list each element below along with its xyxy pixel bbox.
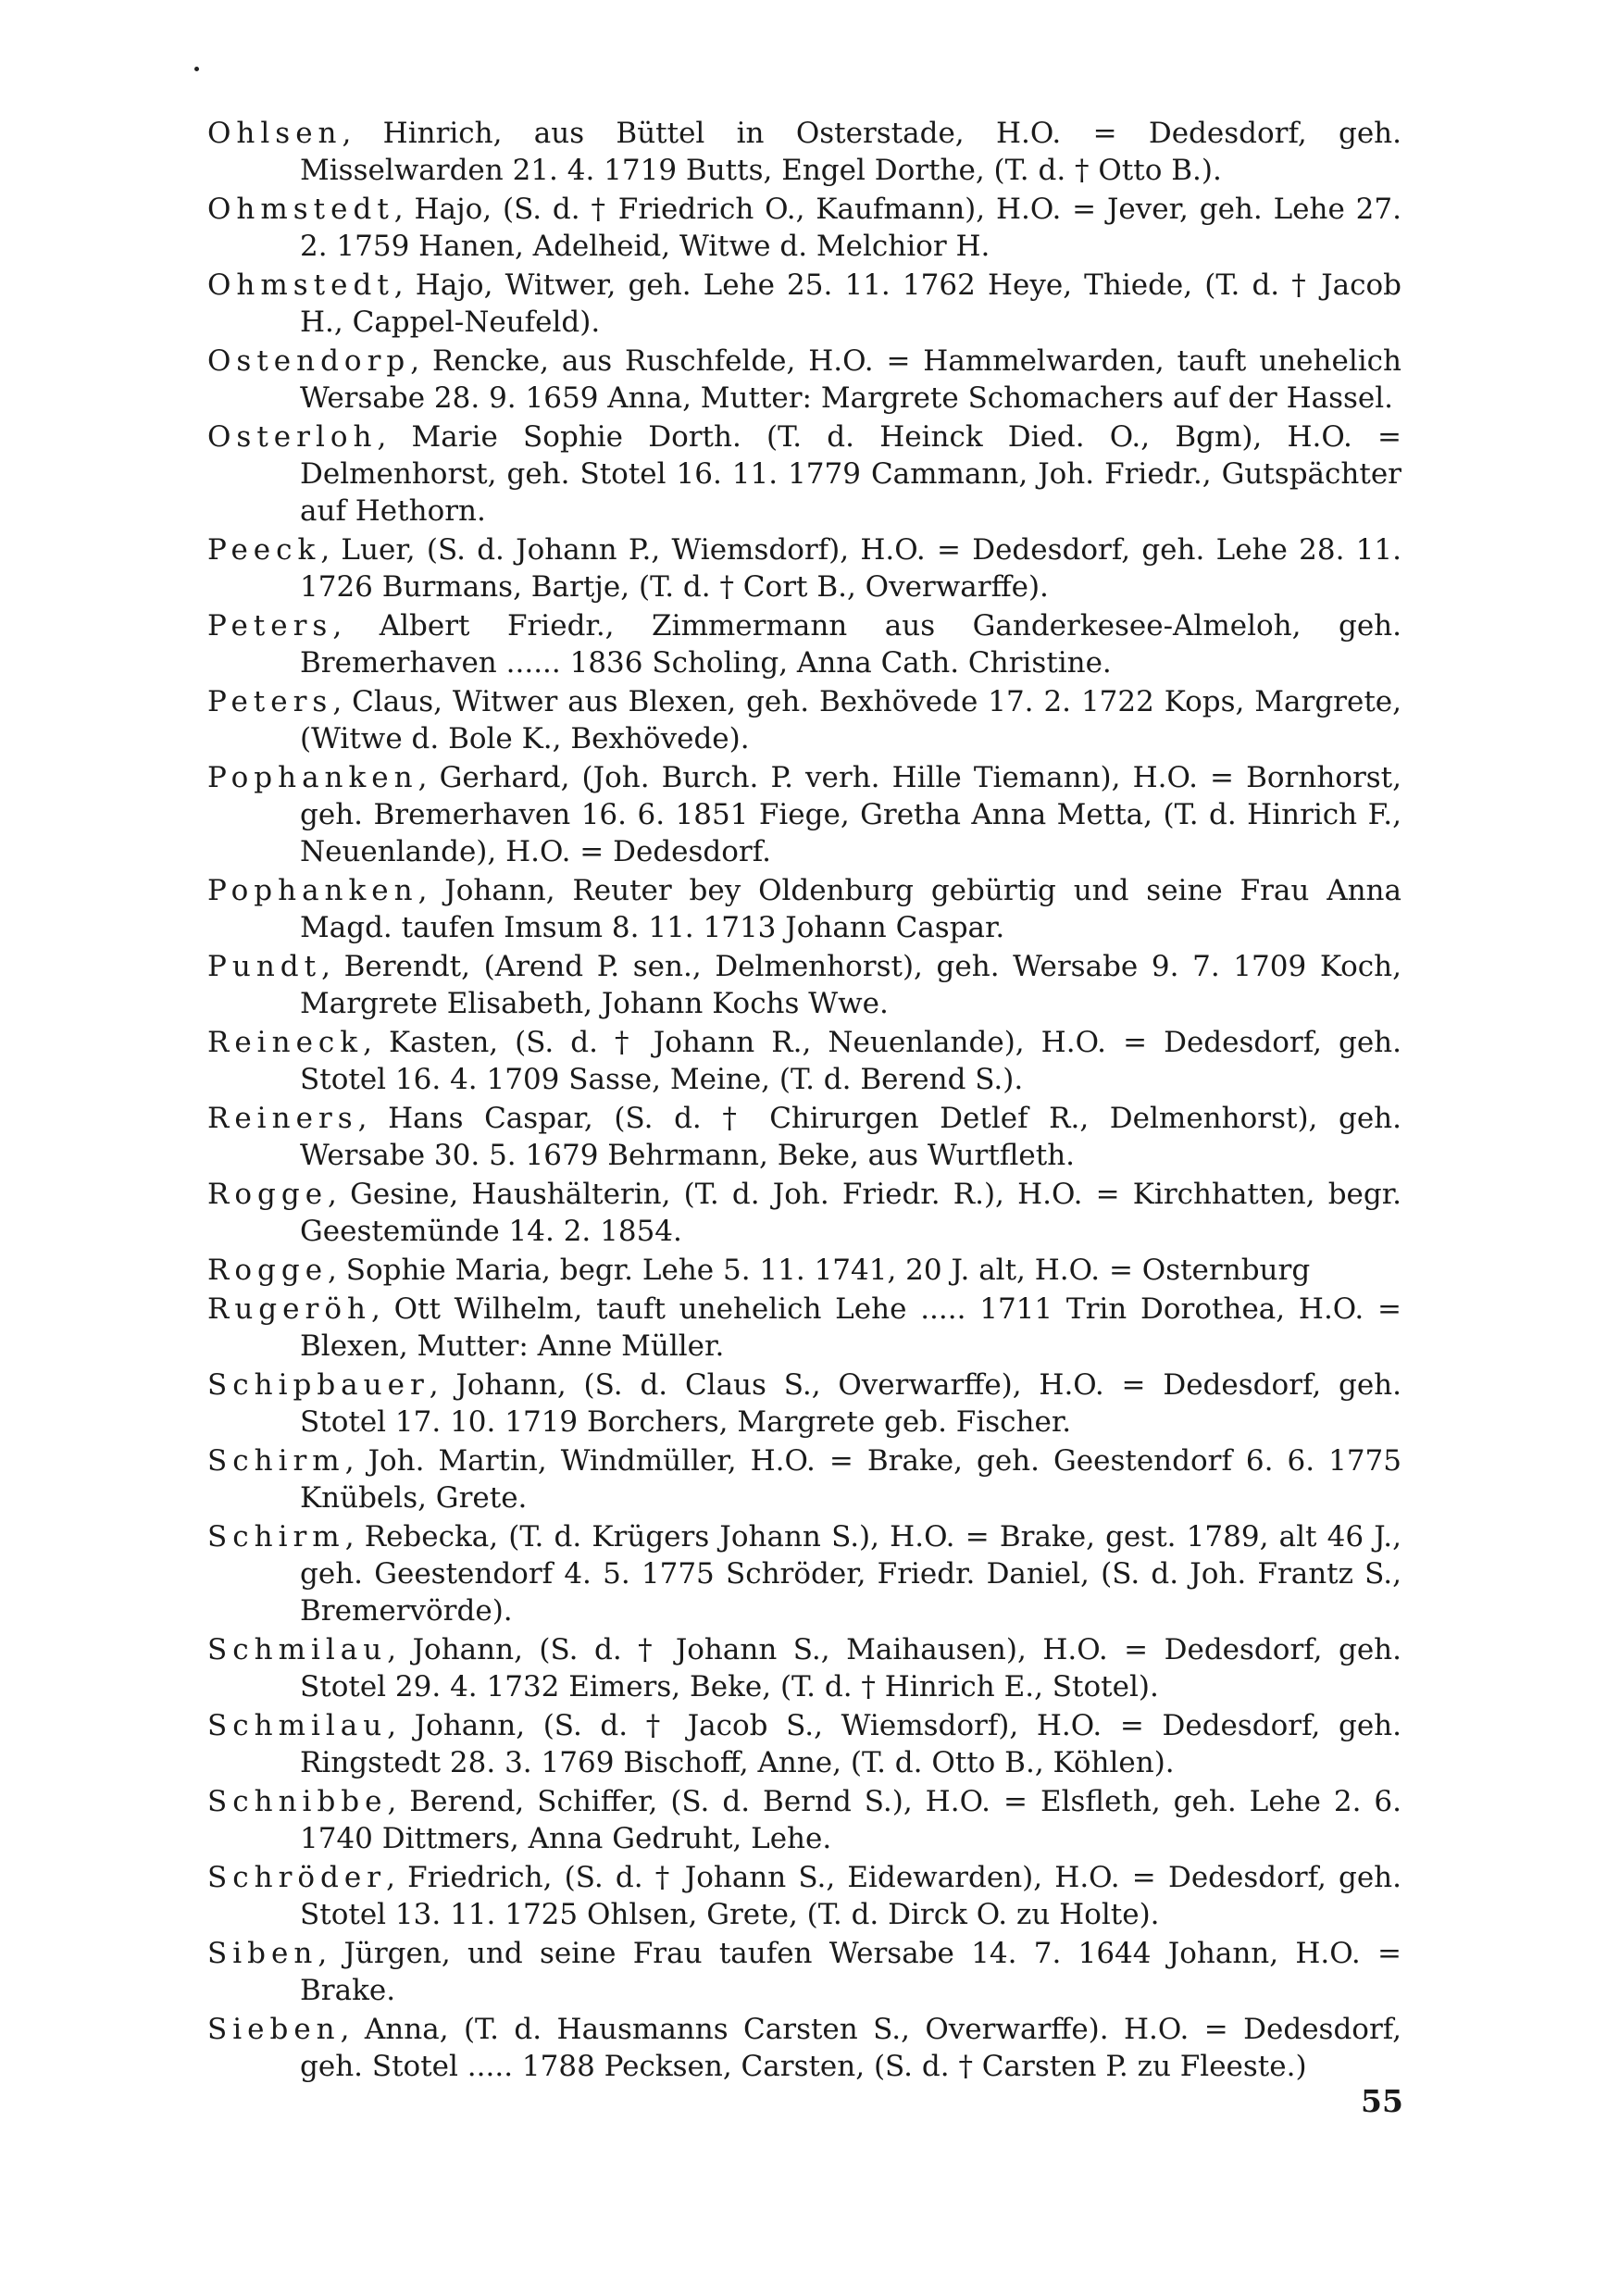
stray-mark <box>194 67 199 71</box>
entry-text: , Ott Wilhelm, tauft unehelich Lehe ..... 1711 Trin Dorothea, H.O. = Blexen, Mutter: Anne Müller. <box>300 1292 1401 1363</box>
register-entry <box>207 1783 1401 1857</box>
entry-surname: Ohmstedt <box>207 193 394 226</box>
entry-text: , Claus, Witwer aus Blexen, geh. Bexhövede 17. 2. 1722 Kops, Margrete, (Witwe d. Bole K., Bexhövede). <box>300 685 1401 755</box>
register-entry <box>207 607 1401 681</box>
register-entry <box>207 1176 1401 1250</box>
register-entry <box>207 759 1401 870</box>
entry-text: , Kasten, (S. d. † Johann R., Neuenlande), H.O. = Dedesdorf, geh. Stotel 16. 4. 1709 Sasse, Meine, (T. d. Berend S.). <box>300 1026 1401 1096</box>
entry-text: , Gesine, Haushälterin, (T. d. Joh. Friedr. R.), H.O. = Kirchhatten, begr. Geestemünde 14. 2. 1854. <box>300 1178 1401 1248</box>
entry-text: , Hajo, Witwer, geh. Lehe 25. 11. 1762 Heye, Thiede, (T. d. † Jacob H., Cappel-Neufeld). <box>300 268 1401 339</box>
entry-text: , Anna, (T. d. Hausmanns Carsten S., Overwarffe). H.O. = Dedesdorf, geh. Stotel ..... 1788 Pecksen, Carsten, (S. d. † Carsten P. zu Fleeste.) <box>300 2013 1401 2083</box>
register-entry <box>207 191 1401 265</box>
entry-text: , Hajo, (S. d. † Friedrich O., Kaufmann), H.O. = Jever, geh. Lehe 27. 2. 1759 Hanen, Adelheid, Witwe d. Melchior H. <box>300 193 1401 263</box>
register-entry <box>207 1100 1401 1174</box>
entry-surname: Ohlsen <box>207 117 343 150</box>
entry-surname: Sieben <box>207 2013 341 2046</box>
register-entry <box>207 1935 1401 2009</box>
entry-list <box>207 115 1401 2087</box>
entry-surname: Osterloh <box>207 420 378 454</box>
register-entry <box>207 343 1401 417</box>
register-entry <box>207 948 1401 1022</box>
entry-surname: Ohmstedt <box>207 268 394 302</box>
entry-text: , Hinrich, aus Büttel in Osterstade, H.O. = Dedesdorf, geh. Misselwarden 21. 4. 1719 Butts, Engel Dorthe, (T. d. † Otto B.). <box>300 117 1401 187</box>
register-entry <box>207 2011 1401 2085</box>
entry-text: , Berend, Schiffer, (S. d. Bernd S.), H.O. = Elsfleth, geh. Lehe 2. 6. 1740 Dittmers, Anna Gedruht, Lehe. <box>300 1785 1401 1855</box>
register-entry <box>207 1859 1401 1933</box>
register-entry <box>207 1291 1401 1365</box>
register-entry <box>207 683 1401 757</box>
register-entry <box>207 115 1401 189</box>
entry-surname: Schirm <box>207 1444 345 1478</box>
register-entry <box>207 1707 1401 1781</box>
register-entry <box>207 1366 1401 1441</box>
entry-text: , Rencke, aus Ruschfelde, H.O. = Hammelwarden, tauft unehelich Wersabe 28. 9. 1659 Anna, Mutter: Margrete Schomachers auf der Hassel. <box>300 344 1401 415</box>
entry-surname: Schirm <box>207 1520 345 1554</box>
entry-text: , Luer, (S. d. Johann P., Wiemsdorf), H.O. = Dedesdorf, geh. Lehe 28. 11. 1726 Burmans, Bartje, (T. d. † Cort B., Overwarffe). <box>300 533 1401 604</box>
entry-surname: Rogge <box>207 1178 329 1211</box>
register-entry <box>207 1518 1401 1629</box>
entry-surname: Rugeröh <box>207 1292 371 1326</box>
entry-surname: Rogge <box>207 1254 329 1287</box>
register-entry <box>207 1442 1401 1516</box>
entry-text: , Berendt, (Arend P. sen., Delmenhorst), geh. Wersabe 9. 7. 1709 Koch, Margrete Elisabeth, Johann Kochs Wwe. <box>300 950 1401 1020</box>
entry-surname: Pophanken <box>207 874 418 907</box>
register-entry <box>207 531 1401 605</box>
register-entry <box>207 418 1401 530</box>
entry-text: , Joh. Martin, Windmüller, H.O. = Brake, geh. Geestendorf 6. 6. 1775 Knübels, Grete. <box>300 1444 1401 1515</box>
entry-surname: Schipbauer <box>207 1368 430 1402</box>
entry-surname: Pophanken <box>207 761 418 794</box>
entry-text: , Sophie Maria, begr. Lehe 5. 11. 1741, 20 J. alt, H.O. = Osternburg <box>328 1254 1311 1287</box>
entry-text: , Hans Caspar, (S. d. † Chirurgen Detlef R., Delmenhorst), geh. Wersabe 30. 5. 1679 Behrmann, Beke, aus Wurtfleth. <box>300 1102 1401 1172</box>
entry-surname: Schmilau <box>207 1633 388 1666</box>
entry-surname: Pundt <box>207 950 322 983</box>
register-entry <box>207 872 1401 946</box>
entry-surname: Peters <box>207 685 333 718</box>
entry-text: , Gerhard, (Joh. Burch. P. verh. Hille Tiemann), H.O. = Bornhorst, geh. Bremerhaven 16. 6. 1851 Fiege, Gretha Anna Metta, (T. d. Hinrich F., Neuenlande), H.O. = Dedesdorf. <box>300 761 1401 868</box>
entry-surname: Schröder <box>207 1861 387 1894</box>
entry-text: , Albert Friedr., Zimmermann aus Ganderkesee-Almeloh, geh. Bremerhaven ...... 1836 Scholing, Anna Cath. Christine. <box>300 609 1401 680</box>
entry-text: , Johann, (S. d. † Johann S., Maihausen), H.O. = Dedesdorf, geh. Stotel 29. 4. 1732 Eimers, Beke, (T. d. † Hinrich E., Stotel). <box>300 1633 1401 1703</box>
entry-text: , Johann, (S. d. † Jacob S., Wiemsdorf), H.O. = Dedesdorf, geh. Ringstedt 28. 3. 1769 Bischoff, Anne, (T. d. Otto B., Köhlen). <box>300 1709 1401 1779</box>
entry-surname: Schnibbe <box>207 1785 388 1818</box>
entry-surname: Ostendorp <box>207 344 411 378</box>
register-entry <box>207 1631 1401 1705</box>
entry-text: , Marie Sophie Dorth. (T. d. Heinck Died. O., Bgm), H.O. = Delmenhorst, geh. Stotel 16. 11. 1779 Cammann, Joh. Friedr., Gutspächter auf Hethorn. <box>300 420 1401 528</box>
entry-text: , Johann, Reuter bey Oldenburg gebürtig und seine Frau Anna Magd. taufen Imsum 8. 11. 1713 Johann Caspar. <box>300 874 1401 944</box>
page-number: 55 <box>1361 2083 1403 2119</box>
entry-text: , Johann, (S. d. Claus S., Overwarffe), H.O. = Dedesdorf, geh. Stotel 17. 10. 1719 Borchers, Margrete geb. Fischer. <box>300 1368 1401 1439</box>
entry-text: , Rebecka, (T. d. Krügers Johann S.), H.O. = Brake, gest. 1789, alt 46 J., geh. Geestendorf 4. 5. 1775 Schröder, Friedr. Daniel, (S. d. Joh. Frantz S., Bremervörde). <box>300 1520 1401 1628</box>
entry-surname: Reiners <box>207 1102 358 1135</box>
entry-text: , Jürgen, und seine Frau taufen Wersabe 14. 7. 1644 Johann, H.O. = Brake. <box>300 1937 1401 2007</box>
entry-surname: Reineck <box>207 1026 364 1059</box>
entry-surname: Peeck <box>207 533 321 567</box>
register-entry <box>207 1024 1401 1098</box>
entry-surname: Siben <box>207 1937 318 1970</box>
register-entry <box>207 267 1401 341</box>
entry-surname: Schmilau <box>207 1709 388 1742</box>
entry-surname: Peters <box>207 609 333 643</box>
entry-text: , Friedrich, (S. d. † Johann S., Eidewarden), H.O. = Dedesdorf, geh. Stotel 13. 11. 1725 Ohlsen, Grete, (T. d. Dirck O. zu Holte). <box>300 1861 1401 1931</box>
register-entry <box>207 1252 1401 1289</box>
